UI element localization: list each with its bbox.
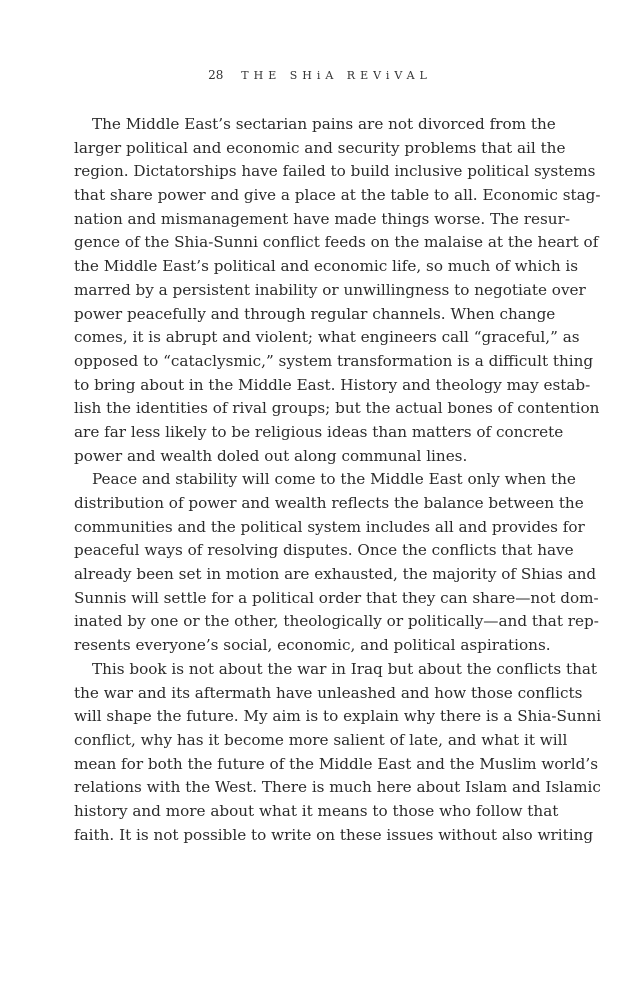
text-line: comes, it is abrupt and violent; what engineers call “graceful,” as <box>74 328 580 347</box>
text-line: This book is not about the war in Iraq but about the conflicts that <box>92 659 598 678</box>
text-line: power peacefully and through regular channels. When change <box>74 304 556 323</box>
text-line: faith. It is not possible to write on these issues without also writing <box>74 825 594 844</box>
text-line: communities and the political system includes all and provides for <box>74 517 585 536</box>
text-line: relations with the West. There is much here about Islam and Islamic <box>74 778 601 797</box>
text-line: Peace and stability will come to the Middle East only when the <box>92 470 576 489</box>
text-line: to bring about in the Middle East. History and theology may estab- <box>74 375 591 394</box>
text-line: the Middle East’s political and economic life, so much of which is <box>74 257 579 276</box>
text-line: marred by a persistent inability or unwillingness to negotiate over <box>74 280 586 299</box>
text-line: that share power and give a place at the table to all. Economic stag- <box>74 186 601 205</box>
text-line: conflict, why has it become more salient of late, and what it will <box>74 730 568 749</box>
text-line: nation and mismanagement have made things worse. The resur- <box>74 209 570 228</box>
page-number: 28 <box>208 68 224 82</box>
text-line: inated by one or the other, theologically or politically—and that rep- <box>74 612 599 631</box>
text-line: gence of the Shia-Sunni conflict feeds on the malaise at the heart of <box>74 233 599 252</box>
body-text <box>74 113 602 847</box>
text-line: are far less likely to be religious ideas than matters of concrete <box>74 422 564 441</box>
text-line: history and more about what it means to those who follow that <box>74 801 559 820</box>
paragraph <box>74 113 601 468</box>
text-line: The Middle East’s sectarian pains are not divorced from the <box>92 115 556 133</box>
text-line: already been set in motion are exhausted, the majority of Shias and <box>74 565 597 584</box>
text-line: peaceful ways of resolving disputes. Once the conflicts that have <box>74 541 574 560</box>
text-line: the war and its aftermath have unleashed and how those conflicts <box>74 683 583 702</box>
text-line: Sunnis will settle for a political order that they can share—not dom- <box>74 588 599 607</box>
text-line: power and wealth doled out along communal lines. <box>74 446 468 465</box>
running-title: THE SHiA REViVAL <box>241 69 432 82</box>
paragraph <box>74 468 599 658</box>
text-line: distribution of power and wealth reflects the balance between the <box>74 494 584 512</box>
text-line: larger political and economic and security problems that ail the <box>74 138 566 157</box>
text-line: opposed to “cataclysmic,” system transformation is a difficult thing <box>74 351 594 370</box>
text-line: will shape the future. My aim is to explain why there is a Shia-Sunni <box>74 707 602 726</box>
paragraph <box>74 658 602 848</box>
running-head <box>0 68 640 82</box>
text-line: lish the identities of rival groups; but the actual bones of contention <box>74 399 600 418</box>
text-line: region. Dictatorships have failed to build inclusive political systems <box>74 162 596 181</box>
text-line: resents everyone’s social, economic, and political aspirations. <box>74 636 551 655</box>
text-line: mean for both the future of the Middle East and the Muslim world’s <box>74 754 598 773</box>
